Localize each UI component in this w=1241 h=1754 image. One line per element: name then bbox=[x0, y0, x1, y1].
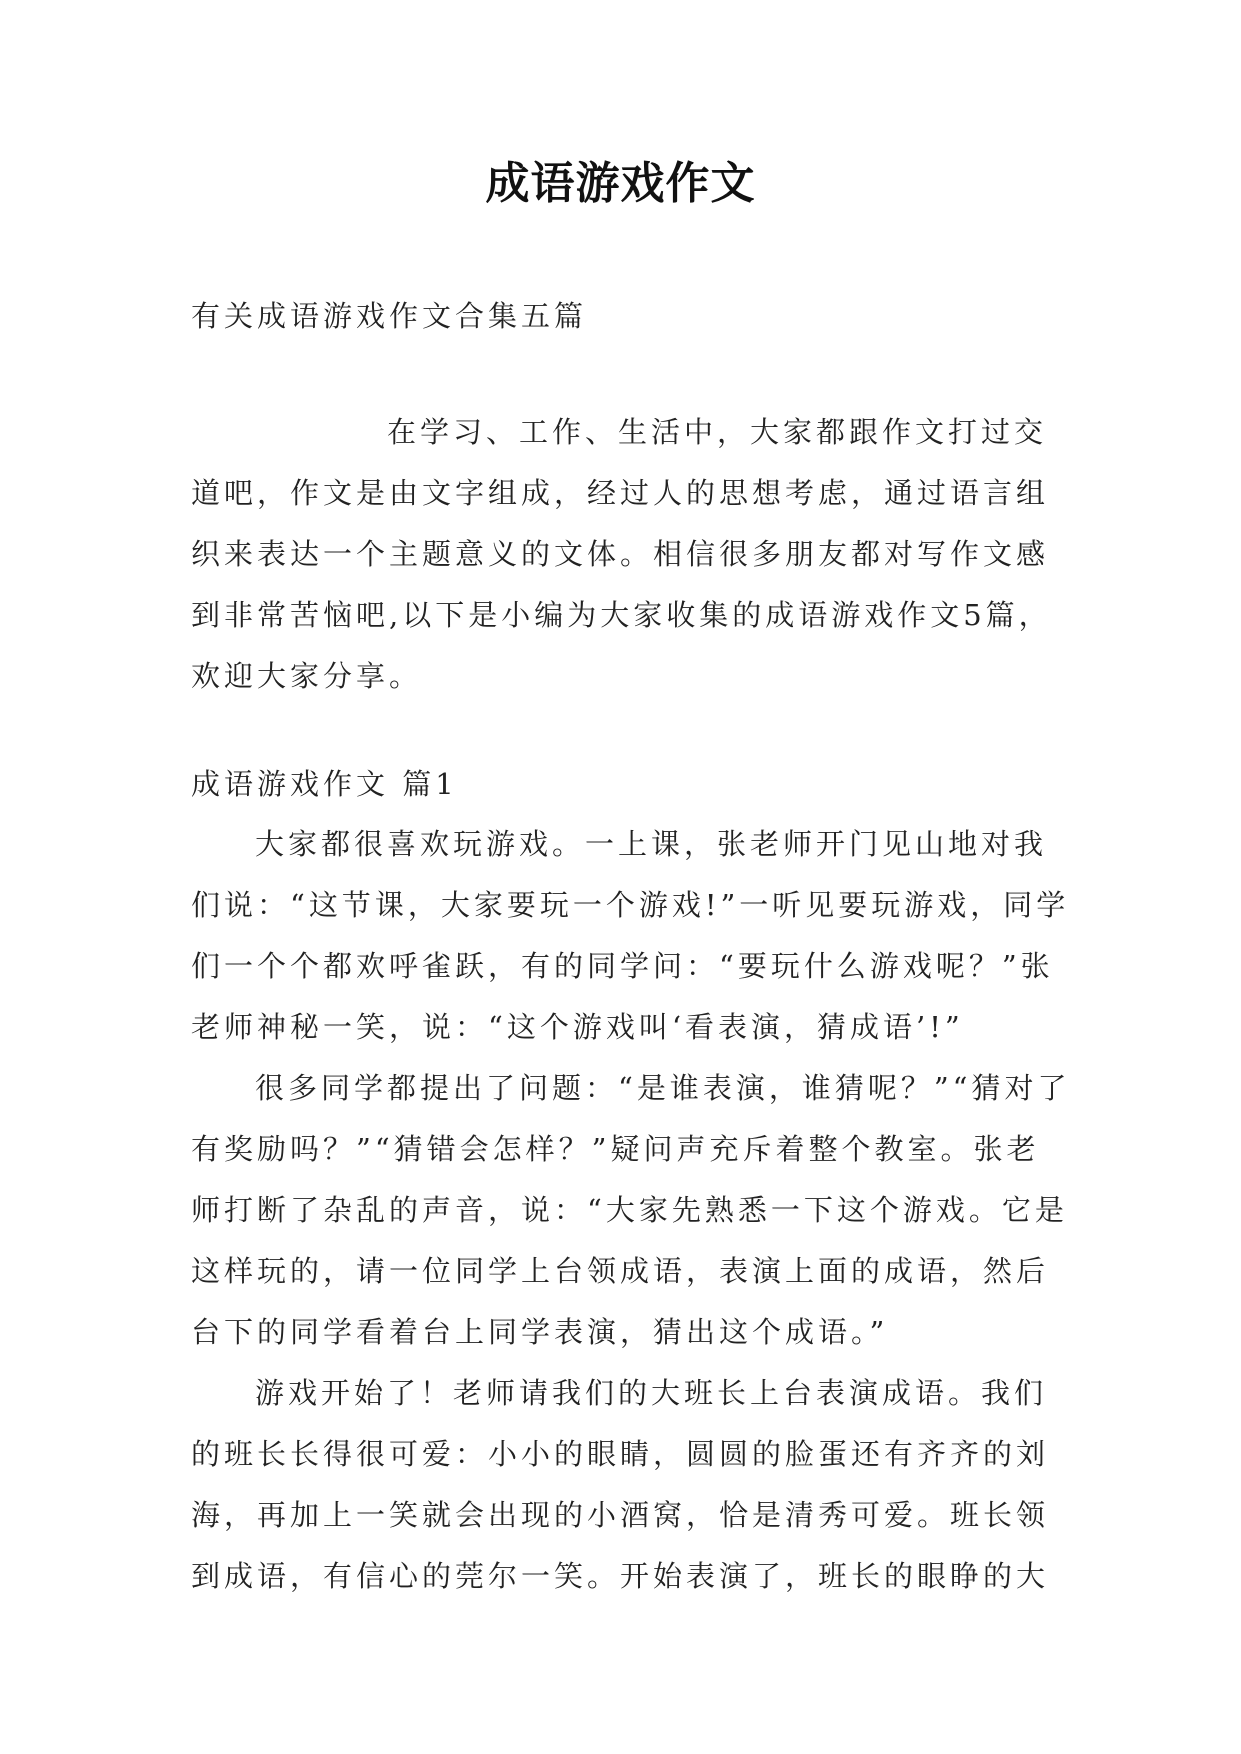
body-paragraph-3: 游戏开始了！老师请我们的大班长上台表演成语。我们的班长长得很可爱：小小的眼睛，圆圆的脸蛋还有齐齐的刘海，再加上一笑就会出现的小酒窝，恰是清秀可爱。班长领到成语，有信心的莞尔一笑。开始表演了，班长的眼睁的大 bbox=[191, 1376, 1050, 1593]
document-title: 成语游戏作文 bbox=[485, 158, 756, 209]
body-paragraph-2: 很多同学都提出了问题：“是谁表演，谁猜呢？”“猜对了有奖励吗？”“猜错会怎样？”疑问声充斥着整个教室。张老师打断了杂乱的声音，说：“大家先熟悉一下这个游戏。它是这样玩的，请一位同学上台领成语，表演上面的成语，然后台下的同学看着台上同学表演，猜出这个成语。” bbox=[191, 1071, 1071, 1349]
intro-paragraph bbox=[191, 402, 1071, 707]
intro-text: 在学习、工作、生活中，大家都跟作文打过交道吧，作文是由文字组成，经过人的思想考虑，通过语言组织来表达一个主题意义的文体。相信很多朋友都对写作文感到非常苦恼吧,以下是小编为大家收集的成语游戏作文5篇，欢迎大家分享。 bbox=[191, 415, 1052, 693]
document-subtitle: 有关成语游戏作文合集五篇 bbox=[191, 299, 588, 333]
section-heading: 成语游戏作文 篇1 bbox=[191, 767, 458, 801]
section-body bbox=[191, 814, 1071, 1607]
body-paragraph-1: 大家都很喜欢玩游戏。一上课，张老师开门见山地对我们说：“这节课，大家要玩一个游戏!”一听见要玩游戏，同学们一个个都欢呼雀跃，有的同学问：“要玩什么游戏呢？”张老师神秘一笑，说：“这个游戏叫‘看表演，猜成语’!” bbox=[191, 827, 1070, 1044]
